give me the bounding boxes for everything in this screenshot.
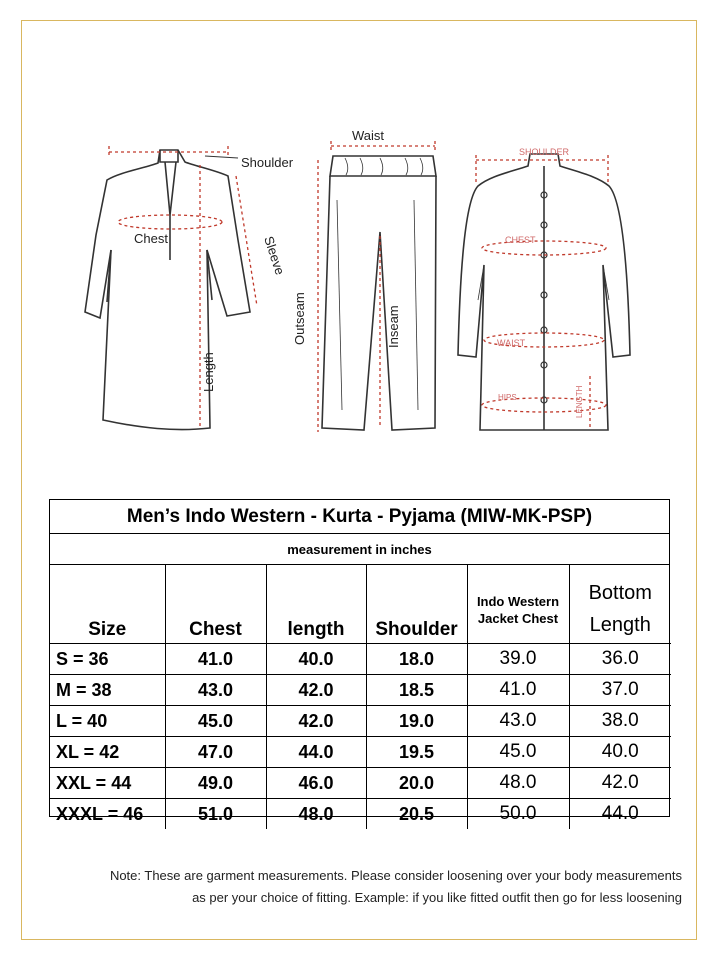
cell-bottom-length: 40.0: [569, 737, 671, 768]
header-jacket-line1: Indo Western: [476, 594, 560, 609]
kurta-label-chest: Chest: [134, 231, 168, 246]
cell-jacket-chest: 39.0: [467, 644, 569, 675]
header-jacket-line2: Jacket Chest: [477, 611, 559, 626]
kurta-label-length: Length: [201, 352, 216, 392]
jacket-label-hips: HIPS: [498, 393, 517, 402]
table-row: [50, 675, 671, 706]
cell-jacket-chest: 43.0: [467, 706, 569, 737]
table-row: [50, 768, 671, 799]
cell-bottom-length: 42.0: [569, 768, 671, 799]
header-jacket-chest: [467, 565, 569, 644]
cell-jacket-chest: 45.0: [467, 737, 569, 768]
header-length: length: [266, 565, 366, 644]
header-chest: Chest: [165, 565, 266, 644]
cell-jacket-chest: 50.0: [467, 799, 569, 830]
table-row: [50, 706, 671, 737]
kurta-illustration: [85, 150, 250, 430]
cell-size: S = 36: [50, 644, 165, 675]
cell-bottom-length: 38.0: [569, 706, 671, 737]
pyjama-label-outseam: Outseam: [292, 292, 307, 345]
header-shoulder: Shoulder: [366, 565, 467, 644]
cell-length: 48.0: [266, 799, 366, 830]
cell-jacket-chest: 41.0: [467, 675, 569, 706]
cell-shoulder: 19.5: [366, 737, 467, 768]
cell-chest: 47.0: [165, 737, 266, 768]
header-bottom-line1: Bottom: [588, 582, 652, 604]
pyjama-label-inseam: Inseam: [386, 305, 401, 348]
cell-shoulder: 20.0: [366, 768, 467, 799]
table-row: [50, 737, 671, 768]
cell-bottom-length: 37.0: [569, 675, 671, 706]
cell-chest: 49.0: [165, 768, 266, 799]
cell-bottom-length: 36.0: [569, 644, 671, 675]
cell-chest: 51.0: [165, 799, 266, 830]
cell-shoulder: 20.5: [366, 799, 467, 830]
cell-shoulder: 18.0: [366, 644, 467, 675]
cell-length: 46.0: [266, 768, 366, 799]
jacket-label-chest: CHEST: [505, 235, 536, 245]
cell-size: L = 40: [50, 706, 165, 737]
jacket-measure-lines: [476, 155, 608, 428]
note-line-1: Note: These are garment measurements. Please consider loosening over your body measurements: [109, 868, 682, 883]
kurta-label-shoulder: Shoulder: [241, 155, 294, 170]
table-header-row: [50, 565, 671, 644]
shoulder-leader: [205, 156, 238, 158]
jacket-label-length: LENGTH: [575, 385, 584, 418]
note-line-2: as per your choice of fitting. Example: if you like fitted outfit then go for less loosening: [192, 890, 682, 905]
note-text: [36, 865, 682, 909]
cell-size: XL = 42: [50, 737, 165, 768]
header-bottom-line2: Length: [589, 614, 651, 636]
cell-length: 42.0: [266, 675, 366, 706]
size-chart-title: Men’s Indo Western - Kurta - Pyjama (MIW-MK-PSP): [50, 500, 669, 534]
cell-chest: 41.0: [165, 644, 266, 675]
cell-chest: 43.0: [165, 675, 266, 706]
cell-size: M = 38: [50, 675, 165, 706]
size-chart-subtitle: measurement in inches: [50, 534, 669, 565]
header-bottom-length: [569, 565, 671, 644]
cell-shoulder: 19.0: [366, 706, 467, 737]
size-chart: [49, 499, 670, 824]
cell-shoulder: 18.5: [366, 675, 467, 706]
cell-size: XXXL = 46: [50, 799, 165, 830]
cell-size: XXL = 44: [50, 768, 165, 799]
header-size: Size: [50, 565, 165, 644]
cell-length: 40.0: [266, 644, 366, 675]
cell-jacket-chest: 48.0: [467, 768, 569, 799]
pyjama-illustration: [322, 156, 436, 430]
table-row: [50, 799, 671, 830]
kurta-label-sleeve: Sleeve: [261, 234, 288, 277]
pyjama-label-waist: Waist: [352, 128, 385, 143]
cell-length: 44.0: [266, 737, 366, 768]
cell-chest: 45.0: [165, 706, 266, 737]
cell-length: 42.0: [266, 706, 366, 737]
size-table: [50, 565, 671, 829]
cell-bottom-length: 44.0: [569, 799, 671, 830]
jacket-label-shoulder: SHOULDER: [519, 147, 570, 157]
table-row: [50, 644, 671, 675]
kurta-measure-lines: [109, 146, 257, 428]
jacket-label-waist: WAIST: [497, 338, 526, 348]
